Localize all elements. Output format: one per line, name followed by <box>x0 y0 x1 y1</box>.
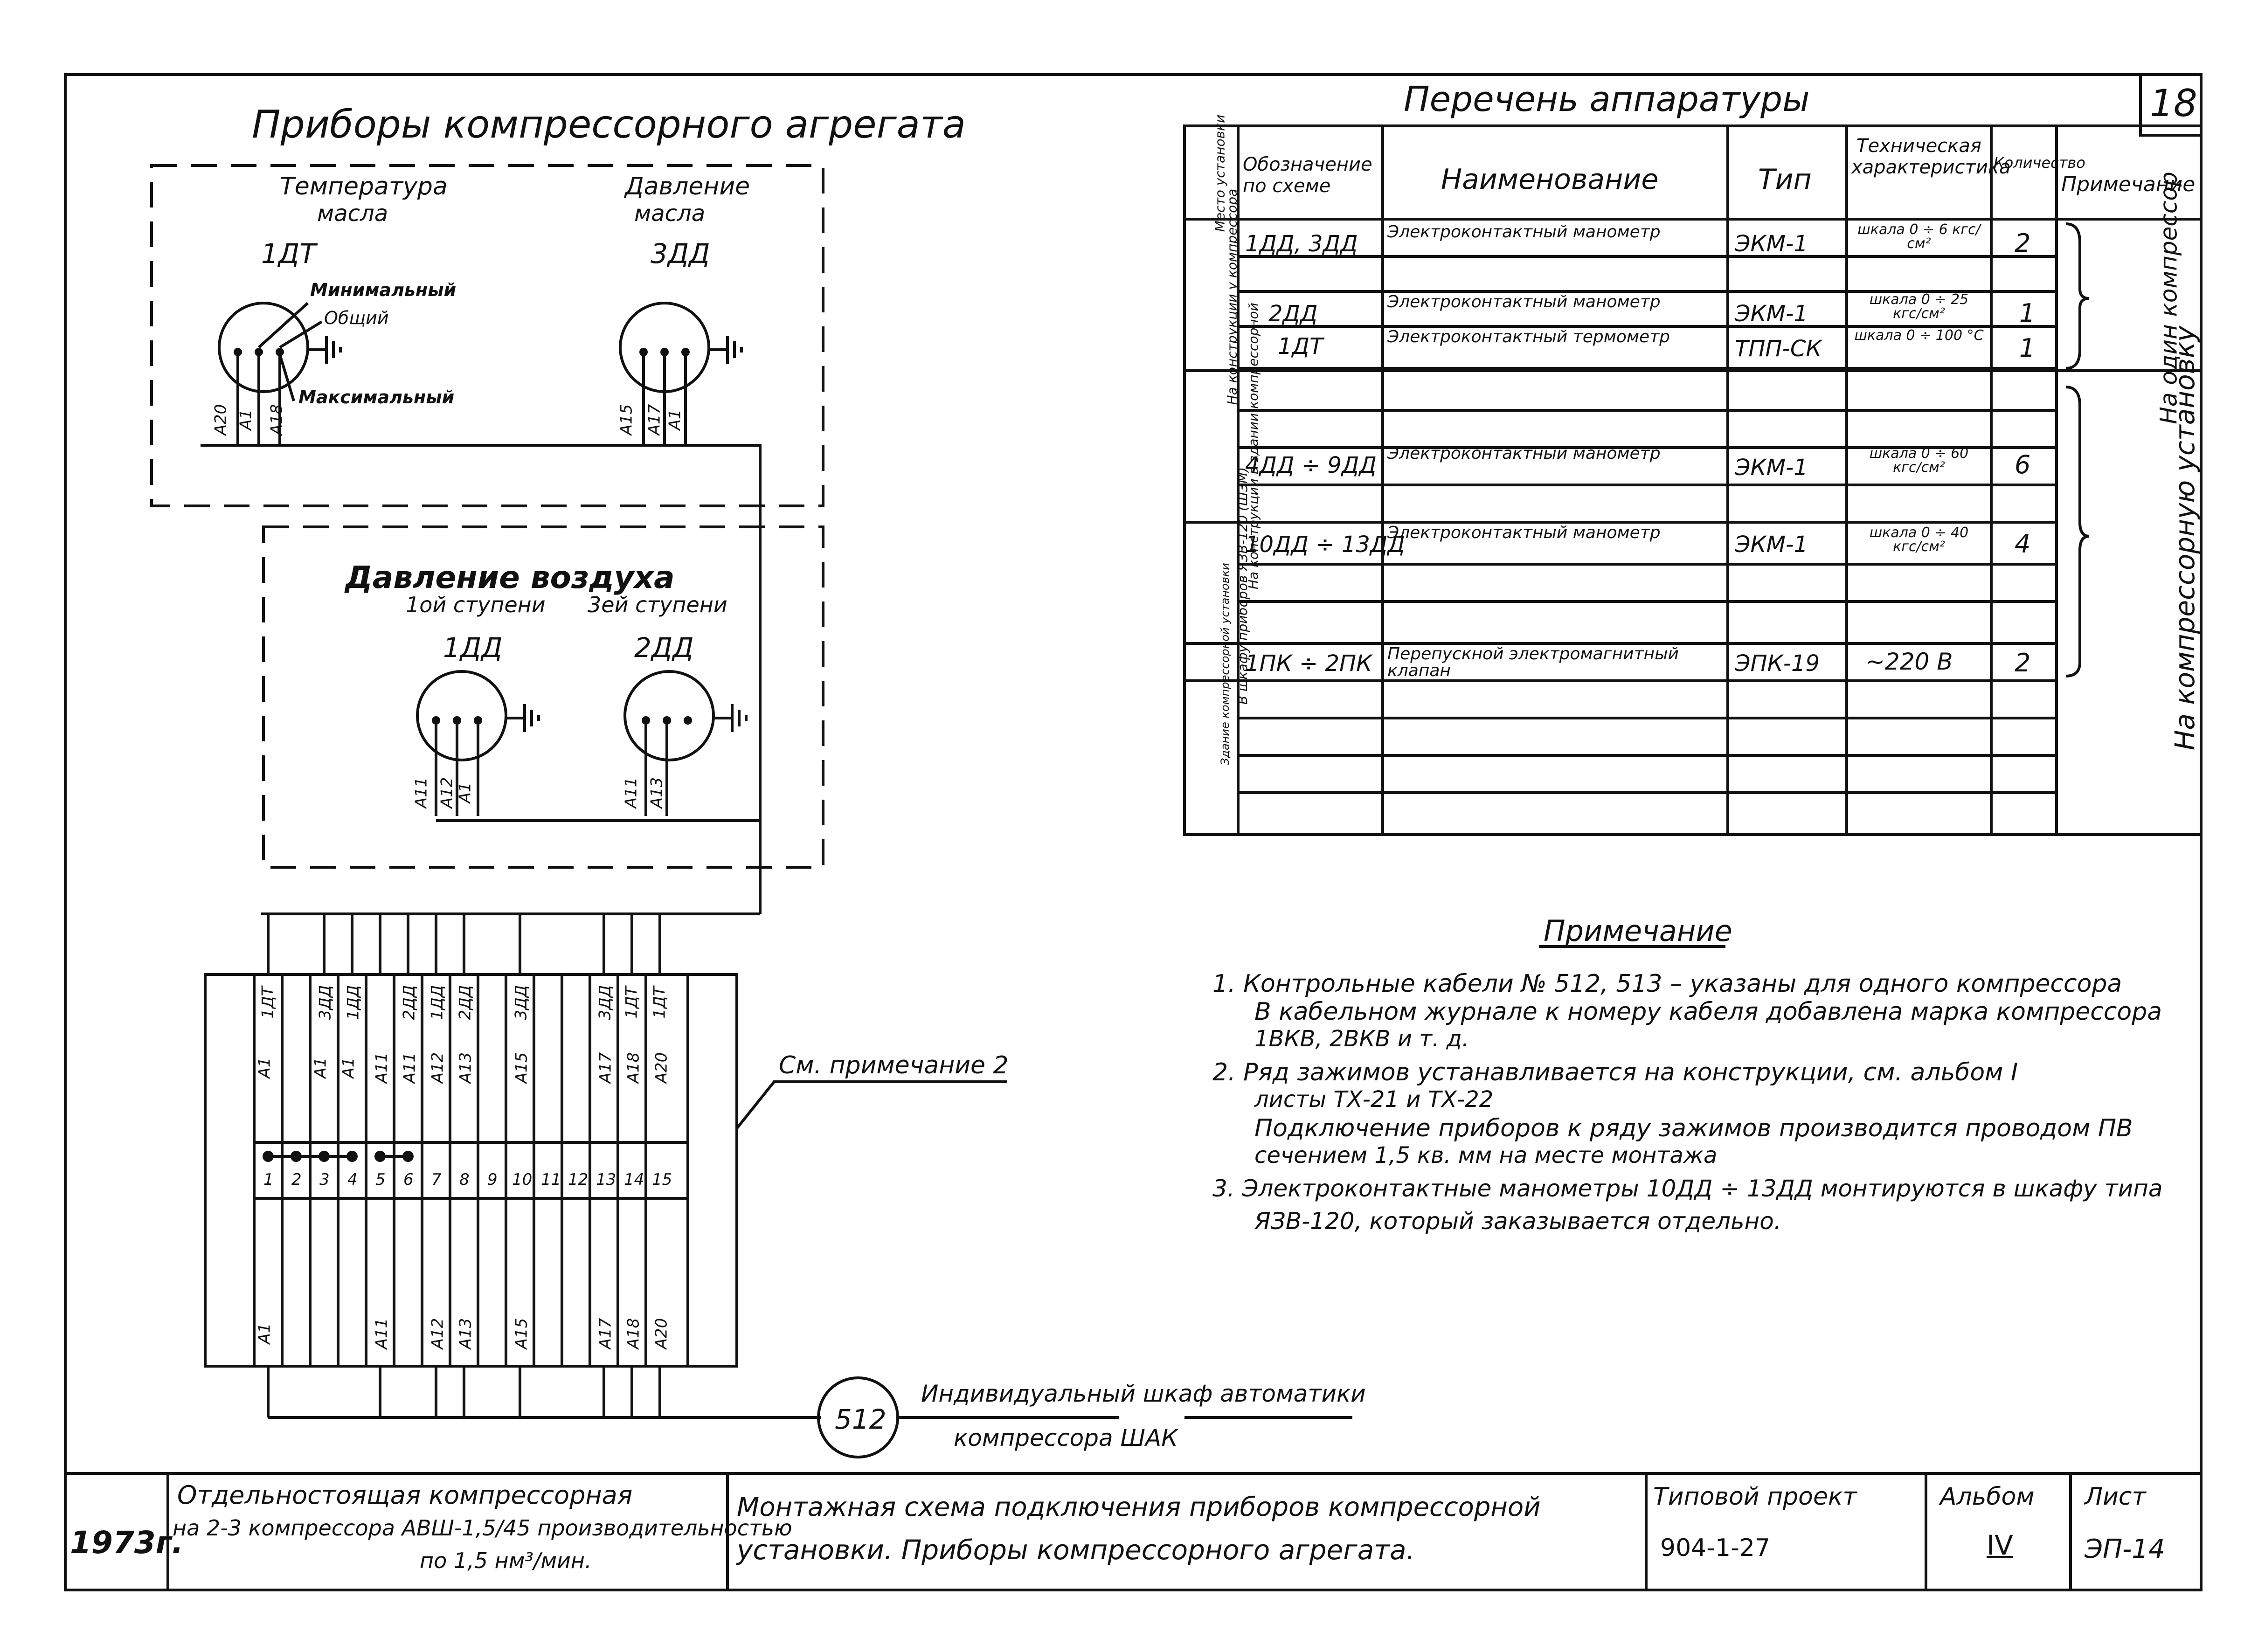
wire-label: А17 <box>645 404 664 435</box>
th-note: Примечание <box>2061 173 2196 196</box>
terminal-number: 3 <box>319 1170 330 1189</box>
note-group1: На один компрессор <box>2155 172 2182 424</box>
group-label: На конструкции в здании компрессорной <box>1246 303 1261 589</box>
terminal-number: 1 <box>263 1170 274 1189</box>
cell-type: ЭПК-19 <box>1735 650 1820 677</box>
note-line: Подключение приборов к ряду зажимов производится проводом ПВ <box>1254 1114 2133 1142</box>
note-line: 2. Ряд зажимов устанавливается на конструкции, см. альбом I <box>1212 1058 2018 1086</box>
cell-name: Электроконтактный манометр <box>1387 222 1661 242</box>
terminal-tag: 2ДД <box>400 985 419 1020</box>
cell-designation: 1ДТ <box>1278 333 1323 359</box>
cell-type: ЭКМ-1 <box>1735 532 1808 558</box>
wire-label: А13 <box>647 777 666 809</box>
note-line: В кабельном журнале к номеру кабеля добавлена марка компрессора <box>1254 998 2162 1026</box>
cell-qty: 1 <box>2019 298 2036 328</box>
oil-temp-title: Температура <box>280 173 448 200</box>
note-line: 3. Электроконтактные манометры 10ДД ÷ 13ДД монтируются в шкафу типа <box>1212 1175 2163 1202</box>
note-line: 1. Контрольные кабели № 512, 513 – указаны для одного компрессора <box>1212 970 2122 998</box>
terminal-wire: А1 <box>255 1323 274 1344</box>
terminal-number: 5 <box>375 1170 386 1189</box>
terminal-tag: 1ДД <box>428 985 447 1020</box>
terminal-number: 11 <box>541 1170 561 1189</box>
wire-label: А1 <box>665 409 685 430</box>
wire-label: А11 <box>622 777 641 809</box>
wire-label: А1 <box>456 782 475 803</box>
terminal-wire: А17 <box>596 1052 615 1084</box>
cell-name: Электроконтактный манометр <box>1387 444 1661 463</box>
cell-qty: 6 <box>2015 450 2031 479</box>
cell-qty: 4 <box>2015 529 2031 559</box>
terminal-wire: А1 <box>311 1057 330 1078</box>
cell-qty: 2 <box>2015 228 2031 258</box>
terminal-tag: 1ДТ <box>650 986 669 1019</box>
terminal-wire: А18 <box>624 1052 643 1084</box>
terminal-wire: А20 <box>652 1318 671 1349</box>
air-pressure-title: Давление воздуха <box>345 560 675 595</box>
cell-designation: 1ДД, 3ДД <box>1245 231 1358 257</box>
tb-project-label: Типовой проект <box>1653 1483 1857 1511</box>
terminal-wire: А11 <box>372 1052 391 1084</box>
terminal-tag: 3ДД <box>512 985 531 1020</box>
note-line: сечением 1,5 кв. мм на месте монтажа <box>1254 1142 1718 1168</box>
cell-spec: шкала 0 ÷ 100 °С <box>1854 327 1984 344</box>
cell-name: Электроконтактный манометр <box>1387 292 1661 311</box>
tb-album: IV <box>1987 1529 2013 1561</box>
terminal-number: 13 <box>596 1170 616 1189</box>
air-gauge-1 <box>417 671 506 760</box>
cell-type: ТПП-СК <box>1735 336 1822 362</box>
cell-designation: 4ДД ÷ 9ДД <box>1245 452 1377 478</box>
terminal-wire: А1 <box>255 1057 274 1078</box>
group-label: На конструкции у компрессора <box>1224 188 1240 405</box>
th-designation: Обозначение по схеме <box>1243 154 1372 197</box>
cell-spec: шкала 0 ÷ 40 кгс/см² <box>1869 525 1969 555</box>
oil-pressure-title2: масла <box>634 200 706 227</box>
terminal-tag: 1ДД <box>344 985 363 1020</box>
terminal-wire: А13 <box>456 1052 475 1084</box>
terminal-number: 2 <box>291 1170 302 1189</box>
tb-object2: на 2-3 компрессора АВШ-1,5/45 производительностью <box>173 1515 792 1541</box>
oil-pressure-title: Давление <box>625 173 750 200</box>
cell-name: Перепускной электромагнитный клапан <box>1387 644 1679 680</box>
terminal-wire: А15 <box>512 1318 531 1349</box>
terminal-wire: А1 <box>339 1057 358 1078</box>
tb-album-label: Альбом <box>1940 1483 2035 1511</box>
tb-drawing2: установки. Приборы компрессорного агрегата. <box>737 1534 1415 1566</box>
air-gauge-2 <box>625 671 713 760</box>
cable-number: 512 <box>835 1403 887 1435</box>
table-title: Перечень аппаратуры <box>1404 79 1810 119</box>
tb-sheet-label: Лист <box>2085 1483 2146 1511</box>
terminal-tag: 3ДД <box>316 985 335 1020</box>
left-title: Приборы компрессорного агрегата <box>252 103 966 147</box>
cell-type: ЭКМ-1 <box>1735 231 1808 257</box>
cell-spec: ~220 В <box>1865 648 1953 675</box>
terminal-tag: 1ДТ <box>622 986 641 1019</box>
terminal-tag: 2ДД <box>456 985 475 1020</box>
tb-drawing1: Монтажная схема подключения приборов компрессорной <box>737 1492 1541 1522</box>
wire-label: А20 <box>211 404 230 435</box>
terminal-number: 7 <box>431 1170 442 1189</box>
terminal-tag: 3ДД <box>596 985 615 1020</box>
cell-type: ЭКМ-1 <box>1735 455 1808 481</box>
air-tag2: 2ДД <box>634 632 694 664</box>
cell-type: ЭКМ-1 <box>1735 301 1808 327</box>
cable-dest2: компрессора ШАК <box>954 1424 1178 1452</box>
terminal-wire: А18 <box>624 1318 643 1349</box>
th-qty: Количество <box>1994 154 2085 172</box>
terminal-number: 6 <box>403 1170 414 1189</box>
note-group2: На компрессорную установку <box>2169 325 2201 751</box>
tb-object1: Отдельностоящая компрессорная <box>177 1480 633 1510</box>
sheet-number: 18 <box>2150 82 2197 125</box>
cable-dest1: Индивидуальный шкаф автоматики <box>921 1380 1366 1407</box>
terminal-wire: А13 <box>456 1318 475 1349</box>
compressor-box <box>152 166 823 506</box>
cell-name: Электроконтактный манометр <box>1387 523 1661 542</box>
terminal-number: 10 <box>512 1170 533 1189</box>
wire-label: А1 <box>236 409 256 430</box>
terminal-number: 12 <box>568 1170 589 1189</box>
cell-designation: 2ДД <box>1268 301 1318 327</box>
th-spec: Техническая характеристика <box>1851 135 2011 178</box>
note-ref: См. примечание 2 <box>779 1051 1009 1079</box>
tb-year: 1973г. <box>70 1525 184 1561</box>
oil-pressure-tag: 3ДД <box>651 238 710 270</box>
tb-project: 904-1-27 <box>1660 1534 1771 1562</box>
wire-label: А11 <box>412 777 431 809</box>
note-line: листы ТХ-21 и ТХ-22 <box>1254 1086 1494 1113</box>
tb-object3: по 1,5 нм³/мин. <box>420 1548 592 1573</box>
terminal-wire: А20 <box>652 1052 671 1084</box>
wire-label: А18 <box>267 404 286 435</box>
terminal-wire: А12 <box>428 1318 447 1349</box>
cell-name: Электроконтактный термометр <box>1387 327 1670 346</box>
oil-temp-title2: масла <box>317 200 388 227</box>
air-stage1: 1ой ступени <box>406 592 546 617</box>
wire-label: А15 <box>617 404 636 435</box>
terminal-wire: А12 <box>428 1052 447 1084</box>
terminal-number: 14 <box>624 1170 644 1189</box>
lead-min: Минимальный <box>310 280 457 300</box>
notes-title: Примечание <box>1544 914 1732 948</box>
group-label: В шкафу приборов ЯЗВ-120 (ШЗМ) <box>1235 467 1251 705</box>
group-label: Здание компрессорной установки <box>1218 563 1232 765</box>
th-place: Место установки <box>1212 114 1228 232</box>
terminal-number: 8 <box>459 1170 470 1189</box>
terminal-wire: А15 <box>512 1052 531 1084</box>
oil-temp-tag: 1ДТ <box>261 238 316 270</box>
air-tag1: 1ДД <box>443 632 503 664</box>
terminal-number: 9 <box>487 1170 498 1189</box>
terminal-number: 15 <box>652 1170 672 1189</box>
air-stage3: 3ей ступени <box>588 592 727 617</box>
cell-spec: шкала 0 ÷ 25 кгс/см² <box>1869 291 1969 322</box>
lead-max: Максимальный <box>298 387 455 408</box>
cell-qty: 1 <box>2019 333 2036 363</box>
wire-label: А12 <box>437 777 457 809</box>
cell-designation: 1ПК ÷ 2ПК <box>1245 650 1372 677</box>
terminal-tag: 1ДТ <box>258 986 277 1019</box>
terminal-number: 4 <box>347 1170 358 1189</box>
terminal-wire: А11 <box>372 1318 391 1349</box>
cell-spec: шкала 0 ÷ 6 кгс/см² <box>1857 221 1981 252</box>
th-type: Тип <box>1758 163 1812 196</box>
tb-sheet: ЭП-14 <box>2085 1534 2165 1564</box>
cell-designation: 10ДД ÷ 13ДД <box>1245 532 1405 558</box>
terminal-wire: А11 <box>400 1052 419 1084</box>
cell-spec: шкала 0 ÷ 60 кгс/см² <box>1869 445 1969 476</box>
note-line: 1ВКВ, 2ВКВ и т. д. <box>1254 1026 1469 1052</box>
terminal-wire: А17 <box>596 1318 615 1349</box>
lead-common: Общий <box>324 308 389 328</box>
note-line: ЯЗВ-120, который заказывается отдельно. <box>1254 1208 1781 1235</box>
cell-qty: 2 <box>2015 648 2031 677</box>
th-name: Наименование <box>1441 163 1659 196</box>
